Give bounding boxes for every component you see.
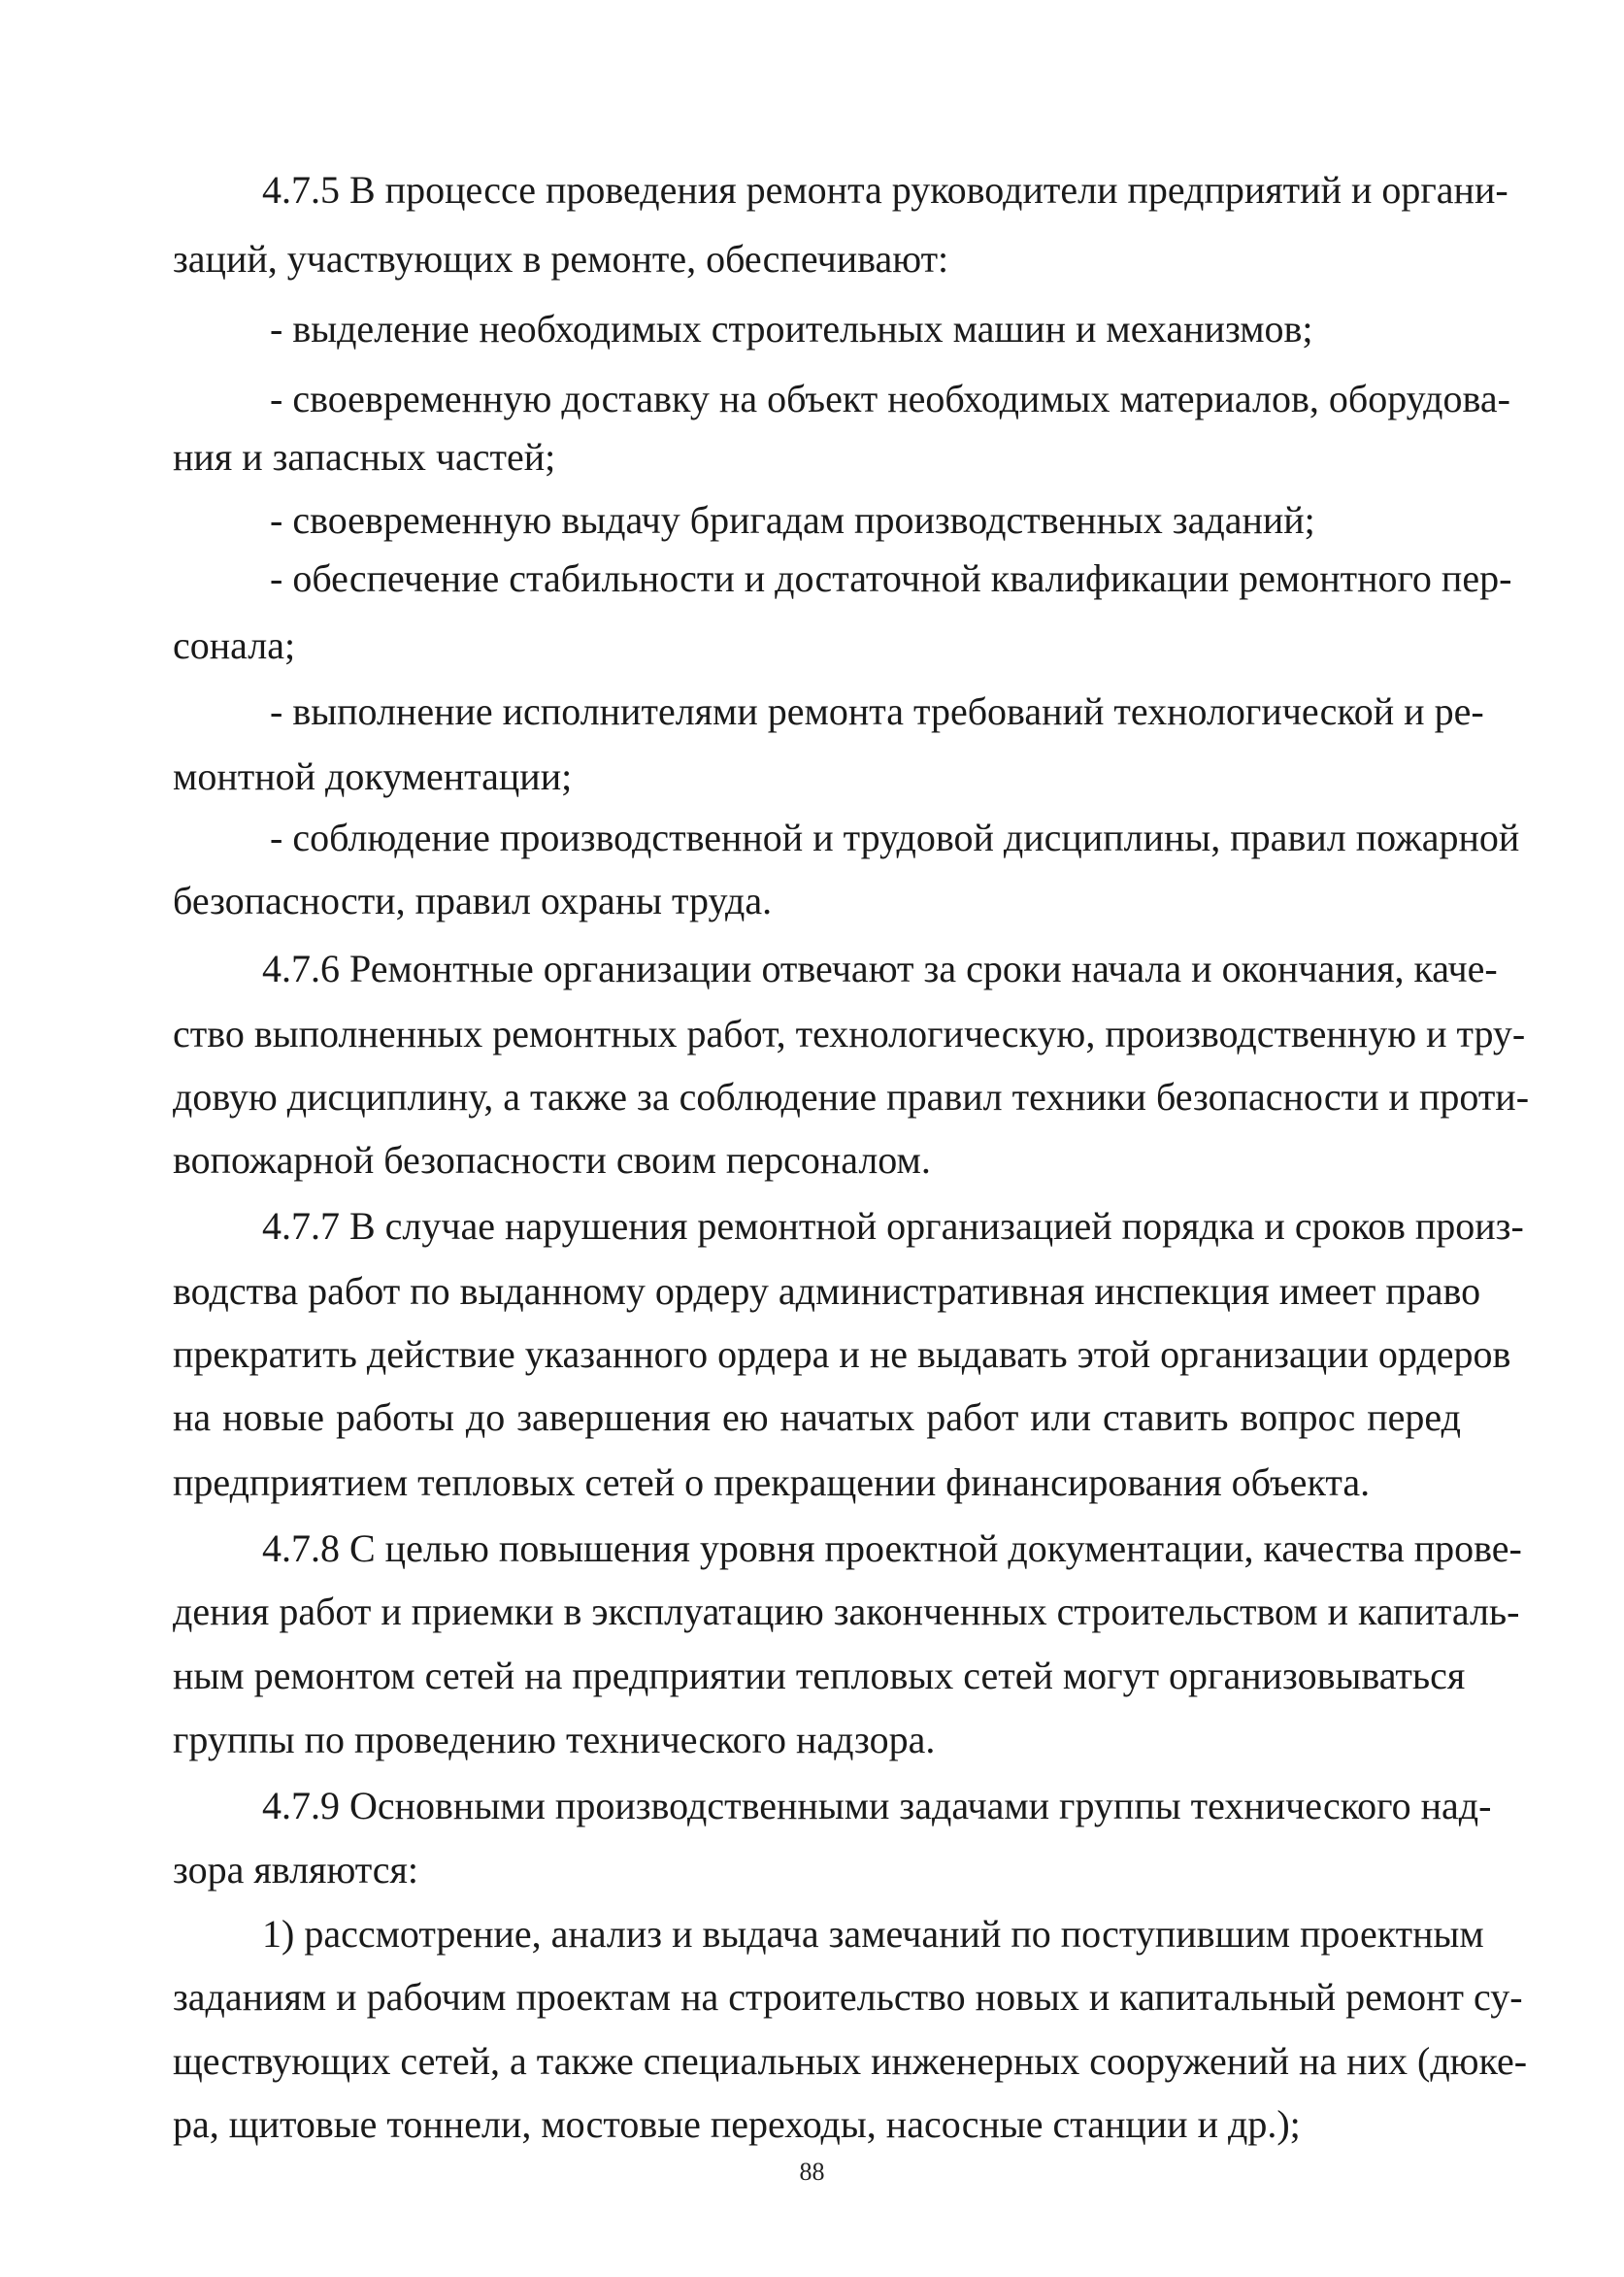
paragraph-line: группы по проведению технического надзора. <box>173 1718 936 1761</box>
list-item: 1) рассмотрение, анализ и выдача замечаний по поступившим проектным <box>262 1912 1484 1956</box>
paragraph-line: прекратить действие указанного ордера и не выдавать этой организации ордеров <box>173 1332 1511 1376</box>
paragraph-line: зора являются: <box>173 1848 419 1892</box>
paragraph-line: заданиям и рабочим проектам на строительство новых и капитальный ремонт су- <box>173 1975 1523 2019</box>
list-item: - соблюдение производственной и трудовой дисциплины, правил пожарной <box>270 816 1520 859</box>
paragraph-line: сонала; <box>173 623 296 667</box>
paragraph-line: ра, щитовые тоннели, мостовые переходы, насосные станции и др.); <box>173 2102 1301 2146</box>
paragraph-line: монтной документации; <box>173 754 573 798</box>
paragraph-line: 4.7.9 Основными производственными задачами группы технического над- <box>262 1784 1492 1827</box>
paragraph-line: заций, участвующих в ремонте, обеспечивают: <box>173 237 949 281</box>
paragraph-line: на новые работы до завершения ею начатых работ или ставить вопрос перед <box>173 1395 1461 1439</box>
paragraph-line: водства работ по выданному ордеру административная инспекция имеет право <box>173 1269 1481 1313</box>
list-item: - выделение необходимых строительных машин и механизмов; <box>270 307 1313 351</box>
paragraph-line: ществующих сетей, а также специальных инженерных сооружений на них (дюке- <box>173 2039 1528 2083</box>
list-item: - обеспечение стабильности и достаточной квалификации ремонтного пер- <box>270 556 1512 600</box>
paragraph-line: 4.7.7 В случае нарушения ремонтной организацией порядка и сроков произ- <box>262 1204 1524 1248</box>
paragraph-line: ство выполненных ремонтных работ, технологическую, производственную и тру- <box>173 1012 1526 1055</box>
paragraph-line: 4.7.6 Ремонтные организации отвечают за сроки начала и окончания, каче- <box>262 947 1498 990</box>
paragraph-line: ния и запасных частей; <box>173 435 556 479</box>
paragraph-line: безопасности, правил охраны труда. <box>173 879 773 922</box>
list-item: - своевременную доставку на объект необходимых материалов, оборудова- <box>270 377 1510 420</box>
paragraph-line: довую дисциплину, а также за соблюдение правил техники безопасности и проти- <box>173 1075 1530 1119</box>
paragraph-line: ным ремонтом сетей на предприятии тепловых сетей могут организовываться <box>173 1654 1466 1697</box>
list-item: - своевременную выдачу бригадам производственных заданий; <box>270 498 1315 542</box>
paragraph-line: 4.7.5 В процессе проведения ремонта руководители предприятий и органи- <box>262 168 1508 212</box>
paragraph-line: предприятием тепловых сетей о прекращении финансирования объекта. <box>173 1460 1371 1504</box>
paragraph-line: 4.7.8 С целью повышения уровня проектной документации, качества прове- <box>262 1526 1522 1570</box>
paragraph-line: дения работ и приемки в эксплуатацию законченных строительством и капиталь- <box>173 1590 1520 1633</box>
list-item: - выполнение исполнителями ремонта требований технологической и ре- <box>270 689 1484 733</box>
page-number: 88 <box>799 2158 825 2186</box>
paragraph-line: вопожарной безопасности своим персоналом. <box>173 1138 931 1182</box>
